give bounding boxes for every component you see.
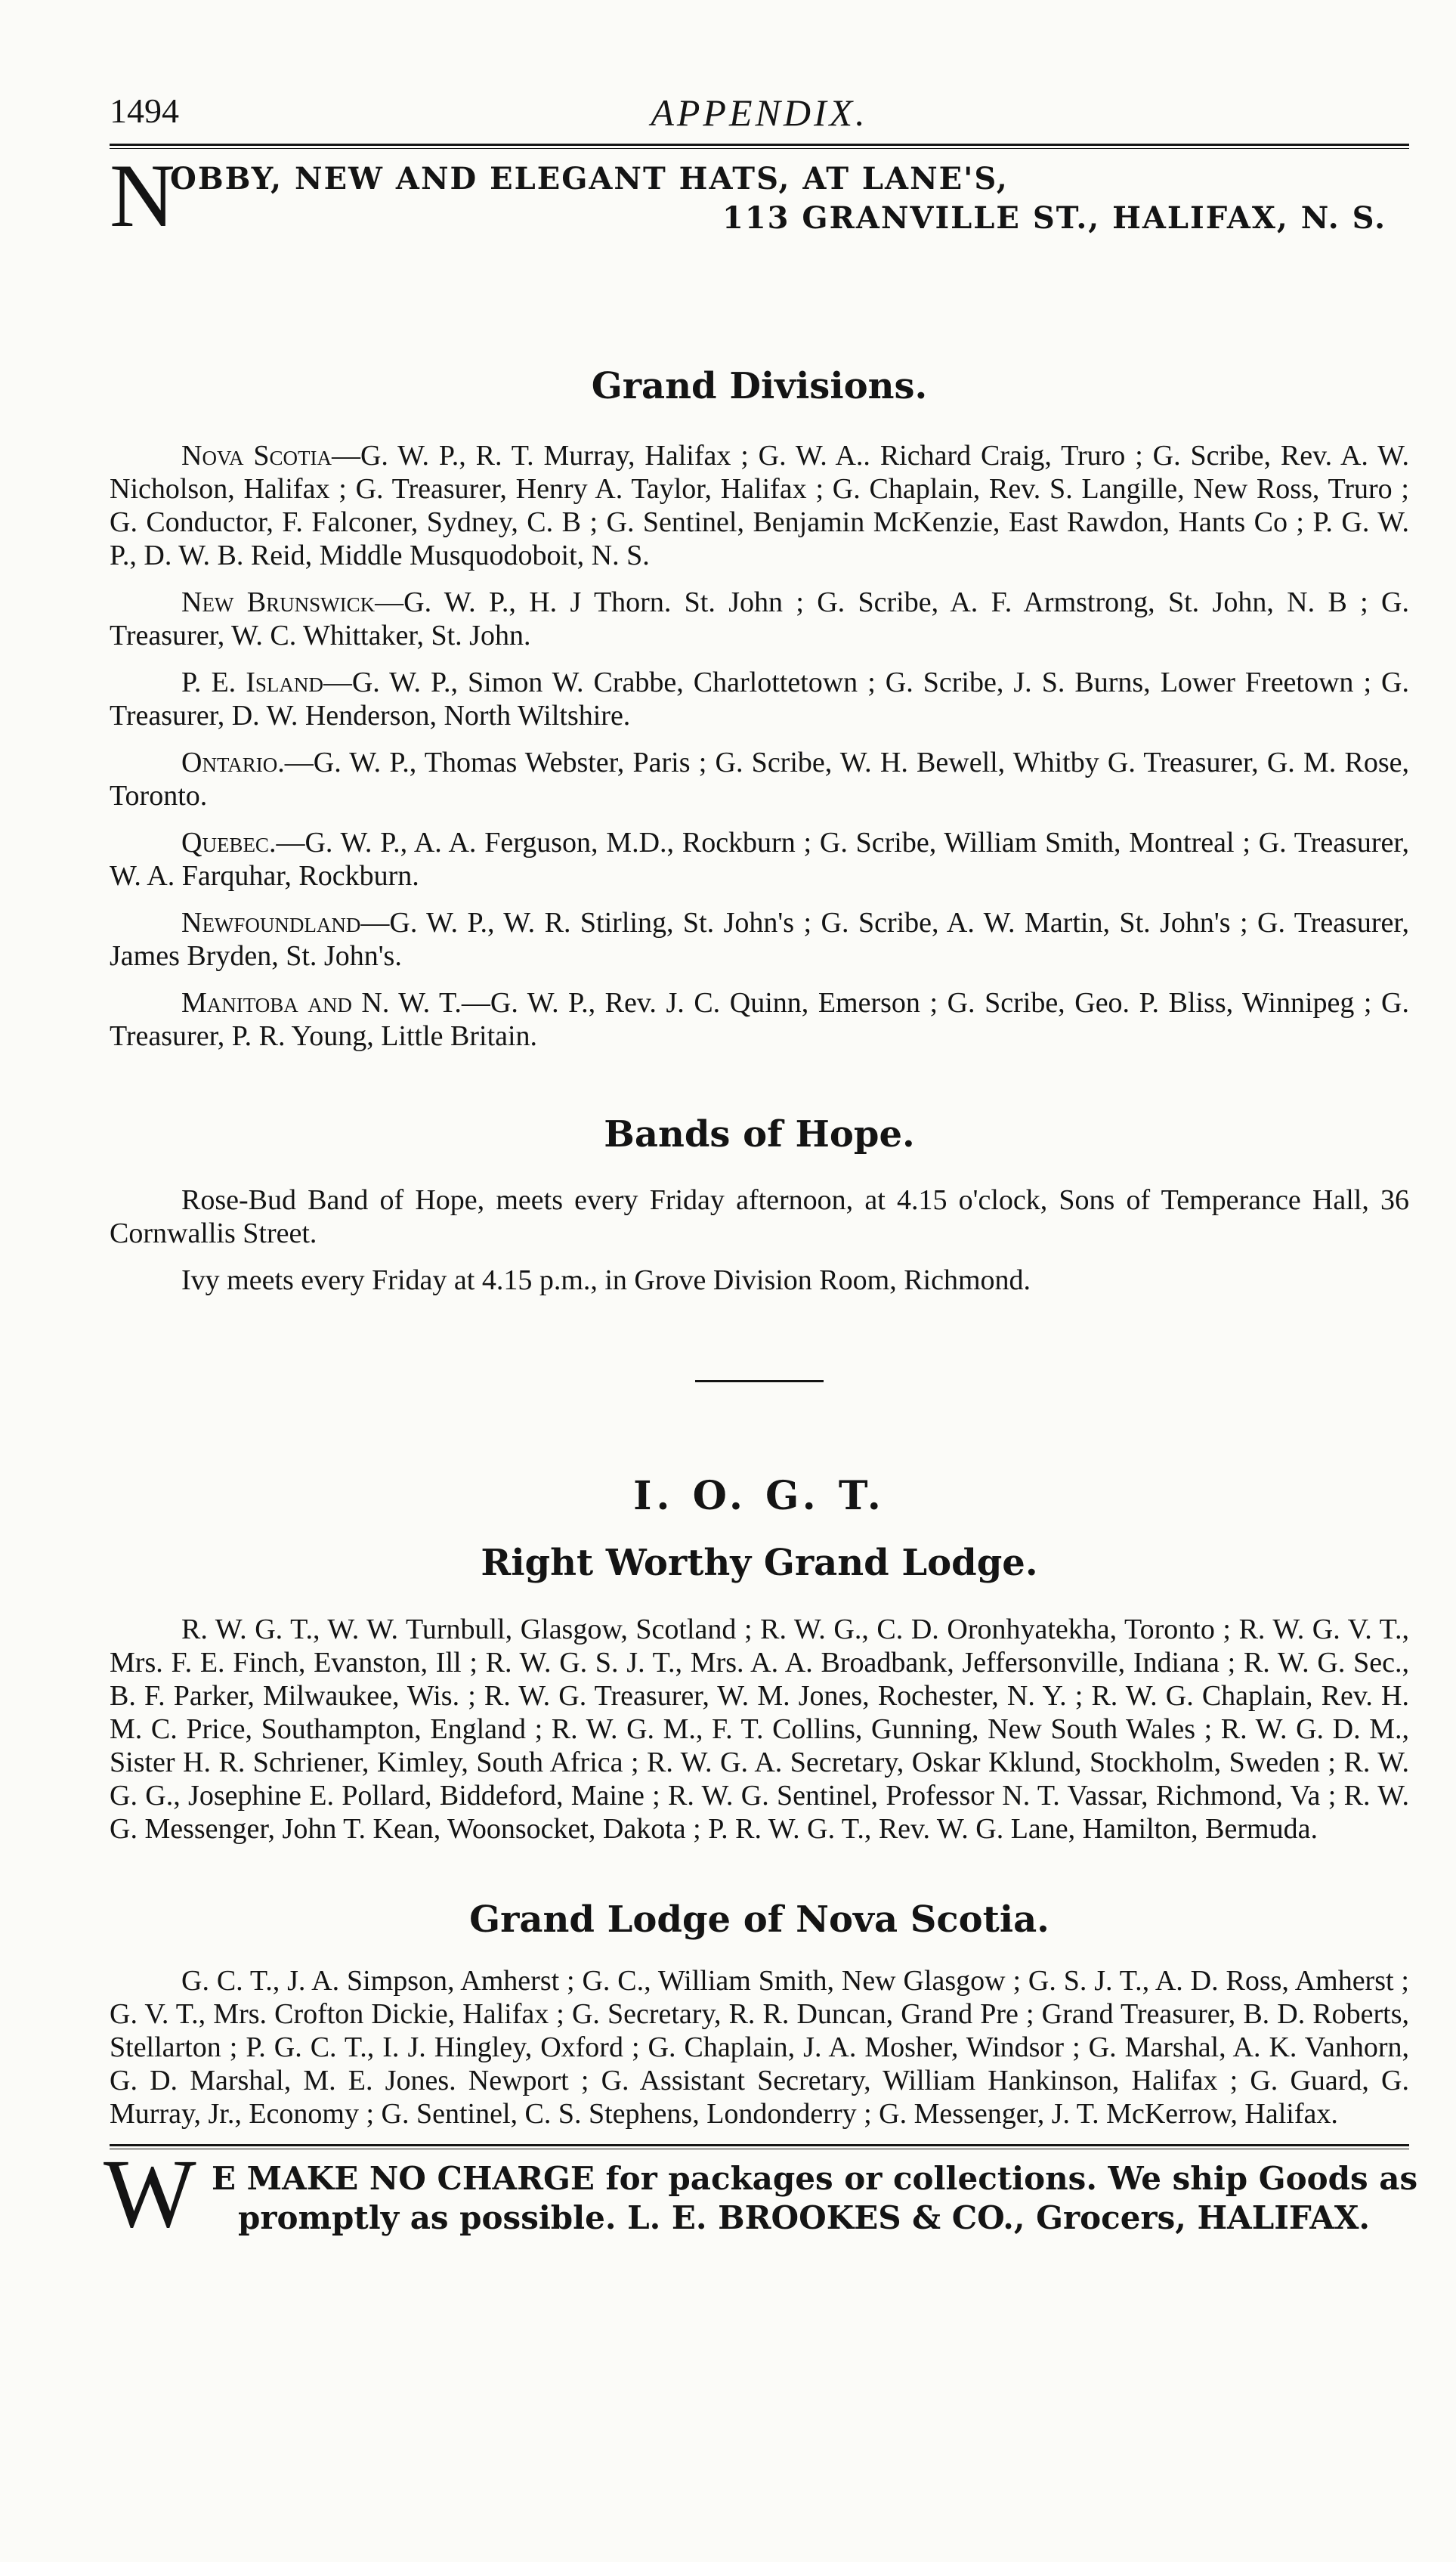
page xyxy=(104,83,1418,2251)
ad-line-1: OBBY, NEW AND ELEGANT HATS, AT LANE'S, xyxy=(170,161,1009,196)
page-number: 1494 xyxy=(110,91,179,130)
header-rule xyxy=(110,144,1409,149)
bottom-advertisement xyxy=(104,2140,1418,2251)
ad-line-1: E MAKE NO CHARGE for packages or collections. We ship Goods as xyxy=(212,2160,1418,2198)
bands-of-hope-paragraph: Rose-Bud Band of Hope, meets every Friday afternoon, at 4.15 o'clock, Sons of Temperance Hall, 36 Cornwallis Street. xyxy=(110,1184,1409,1250)
division-entry: P. E. Island—G. W. P., Simon W. Crabbe, Charlottetown ; G. Scribe, J. S. Burns, Lower Freetown ; G. Treasurer, D. W. Henderson, North Wiltshire. xyxy=(110,666,1409,732)
ad-drop-initial: W xyxy=(104,2140,196,2249)
ad-line-2: 113 GRANVILLE ST., HALIFAX, N. S. xyxy=(722,200,1386,236)
running-title: APPENDIX. xyxy=(651,91,868,134)
iogt-title: I. O. G. T. xyxy=(633,1473,886,1520)
ad-drop-initial: N xyxy=(110,145,175,246)
ad-line-2: promptly as possible. L. E. BROOKES & CO., Grocers, HALIFAX. xyxy=(238,2199,1371,2237)
glns-paragraph: G. C. T., J. A. Simpson, Amherst ; G. C., William Smith, New Glasgow ; G. S. J. T., A. D. Ross, Amherst ; G. V. T., Mrs. Crofton Dickie, Halifax ; G. Secretary, R. R. Duncan, Grand Pre ; Grand Treasurer, B. D. Roberts, Stellarton ; P. G. C. T., I. J. Hingley, Oxford ; G. Chaplain, J. A. Mosher, Windsor ; G. Marshal, A. K. Vanhorn, G. D. Marshal, M. E. Jones. Newport ; G. Assistant Secretary, William Hankinson, Halifax ; G. Guard, G. Murray, Jr., Economy ; G. Sentinel, C. S. Stephens, Londonderry ; G. Messenger, J. T. McKerrow, Halifax. xyxy=(110,1965,1409,2130)
top-advertisement xyxy=(110,145,1409,252)
division-entry: Quebec.—G. W. P., A. A. Ferguson, M.D., Rockburn ; G. Scribe, William Smith, Montreal ; G. Treasurer, W. A. Farquhar, Rockburn. xyxy=(110,826,1409,892)
rwgl-paragraph: R. W. G. T., W. W. Turnbull, Glasgow, Scotland ; R. W. G., C. D. Oronhyatekha, Toronto ; R. W. G. V. T., Mrs. F. E. Finch, Evanston, Ill ; R. W. G. S. J. T., Mrs. A. A. Broadbank, Jeffersonville, Indiana ; R. W. G. Sec., B. F. Parker, Milwaukee, Wis. ; R. W. G. Treasurer, W. M. Jones, Rochester, N. Y. ; R. W. G. Chaplain, Rev. H. M. C. Price, Southampton, England ; R. W. G. M., F. T. Collins, Gunning, New South Wales ; R. W. G. D. M., Sister H. R. Schriener, Kimley, South Africa ; R. W. G. A. Secretary, Oskar Kklund, Stockholm, Sweden ; R. W. G. G., Josephine E. Pollard, Biddeford, Maine ; R. W. G. Sentinel, Professor N. T. Vassar, Richmond, Va ; R. W. G. Messenger, John T. Kean, Woonsocket, Dakota ; P. R. W. G. T., Rev. W. G. Lane, Hamilton, Bermuda. xyxy=(110,1613,1409,1845)
division-entry: Ontario.—G. W. P., Thomas Webster, Paris ; G. Scribe, W. H. Bewell, Whitby G. Treasurer, G. M. Rose, Toronto. xyxy=(110,746,1409,812)
rwgl-heading: Right Worthy Grand Lodge. xyxy=(481,1542,1038,1585)
division-entry: Manitoba and N. W. T.—G. W. P., Rev. J. C. Quinn, Emerson ; G. Scribe, Geo. P. Bliss, Winnipeg ; G. Treasurer, P. R. Young, Little Britain. xyxy=(110,986,1410,1052)
footer-rule xyxy=(110,2144,1409,2149)
division-entry: Nova Scotia—G. W. P., R. T. Murray, Halifax ; G. W. A.. Richard Craig, Truro ; G. Scribe, Rev. A. W. Nicholson, Halifax ; G. Treasurer, Henry A. Taylor, Halifax ; G. Chaplain, Rev. S. Langille, New Ross, Truro ; G. Conductor, F. Falconer, Sydney, C. B ; G. Sentinel, Benjamin McKenzie, East Rawdon, Hants Co ; P. G. W. P., D. W. B. Reid, Middle Musquodoboit, N. S. xyxy=(110,439,1409,571)
grand-divisions-heading: Grand Divisions. xyxy=(591,365,928,407)
division-entry: Newfoundland—G. W. P., W. R. Stirling, St. John's ; G. Scribe, A. W. Martin, St. John's ; G. Treasurer, James Bryden, St. John's. xyxy=(110,906,1409,972)
division-entry: New Brunswick—G. W. P., H. J Thorn. St. John ; G. Scribe, A. F. Armstrong, St. John, N. B ; G. Treasurer, W. C. Whittaker, St. John. xyxy=(110,586,1409,651)
running-head xyxy=(110,83,1409,144)
bands-of-hope-heading: Bands of Hope. xyxy=(604,1112,915,1156)
bands-of-hope-paragraph: Ivy meets every Friday at 4.15 p.m., in Grove Division Room, Richmond. xyxy=(181,1264,1031,1297)
glns-heading: Grand Lodge of Nova Scotia. xyxy=(469,1898,1049,1941)
grand-divisions-list xyxy=(110,439,1409,1053)
